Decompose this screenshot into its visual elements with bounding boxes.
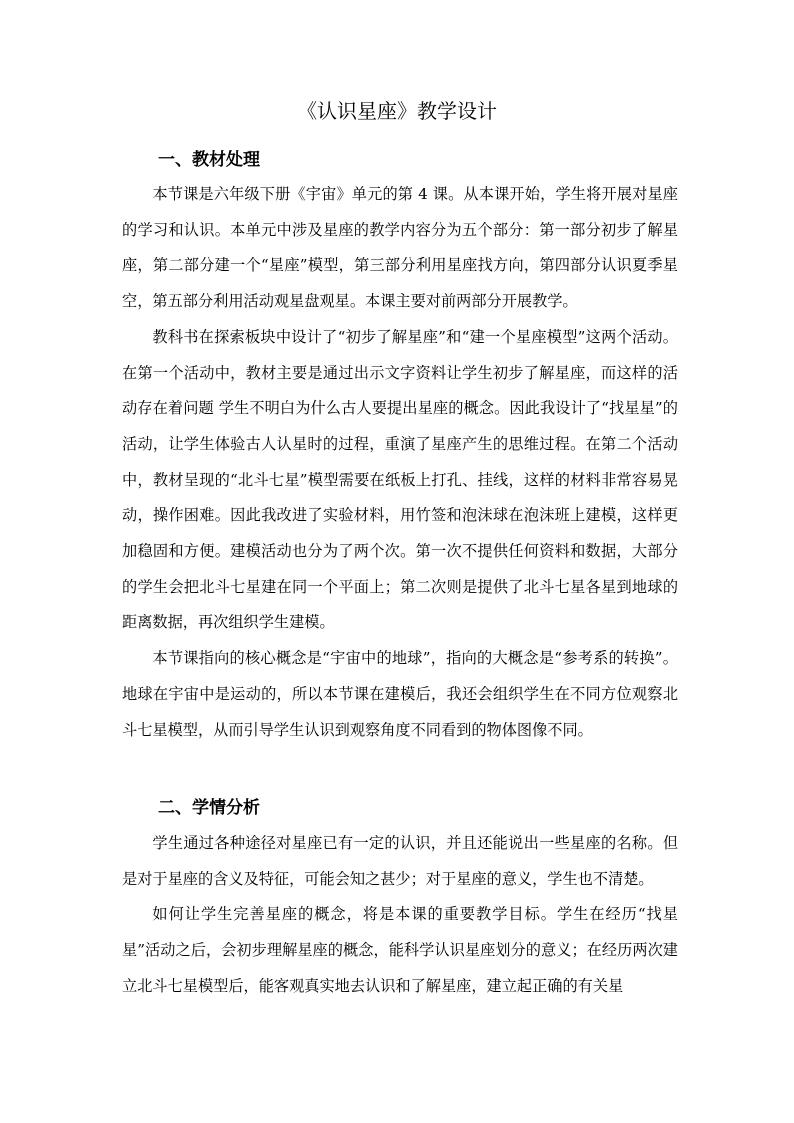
paragraph: 本节课指向的核心概念是“宇宙中的地球”，指向的大概念是“参考系的转换”。地球在宇宙中是运动的，所以本节课在建模后，我还会组织学生在不同方位观察北斗七星模型，从而引导学生认识到观察角度不同看到的物体图像不同。 (122, 649, 678, 739)
paragraph: 如何让学生完善星座的概念，将是本课的重要教学目标。学生在经历“找星星”活动之后，会初步理解星座的概念，能科学认识星座划分的意义；在经历两次建立北斗七星模型后，能客观真实地去认识和了解星座，建立起正确的有关星 (122, 905, 678, 995)
section-body-materials (122, 177, 678, 748)
section-heading-materials: 一、教材处理 (158, 150, 260, 170)
paragraph: 教科书在探索板块中设计了“初步了解星座”和“建一个星座模型”这两个活动。在第一个活动中，教材主要是通过出示文字资料让学生初步了解星座，而这样的活动存在着问题 学生不明白为什么古人要提出星座的概念。因此我设计了“找星星”的活动，让学生体验古人认星时的过程，重演了星座产生的思维过程。在第二个活动中，教材呈现的“北斗七星”模型需要在纸板上打孔、挂线，这样的材料非常容易晃动，操作困难。因此我改进了实验材料，用竹签和泡沫球在泡沫班上建模，这样更加稳固和方便。建模活动也分为了两个次。第一次不提供任何资料和数据，大部分的学生会把北斗七星建在同一个平面上；第二次则是提供了北斗七星各星到地球的距离数据，再次组织学生建模。 (122, 327, 678, 632)
document-title: 《认识星座》教学设计 (297, 99, 497, 123)
section-heading-learner-analysis: 二、学情分析 (158, 798, 260, 818)
section-body-learner-analysis (122, 826, 678, 1005)
paragraph: 学生通过各种途径对星座已有一定的认识，并且还能说出一些星座的名称。但是对于星座的含义及特征，可能会知之甚少；对于星座的意义，学生也不清楚。 (122, 834, 678, 888)
paragraph: 本节课是六年级下册《宇宙》单元的第 4 课。从本课开始，学生将开展对星座的学习和认识。本单元中涉及星座的教学内容分为五个部分：第一部分初步了解星座，第二部分建一个“星座”模型，第三部分利用星座找方向，第四部分认识夏季星空，第五部分利用活动观星盘观星。本课主要对前两部分开展教学。 (122, 185, 678, 311)
